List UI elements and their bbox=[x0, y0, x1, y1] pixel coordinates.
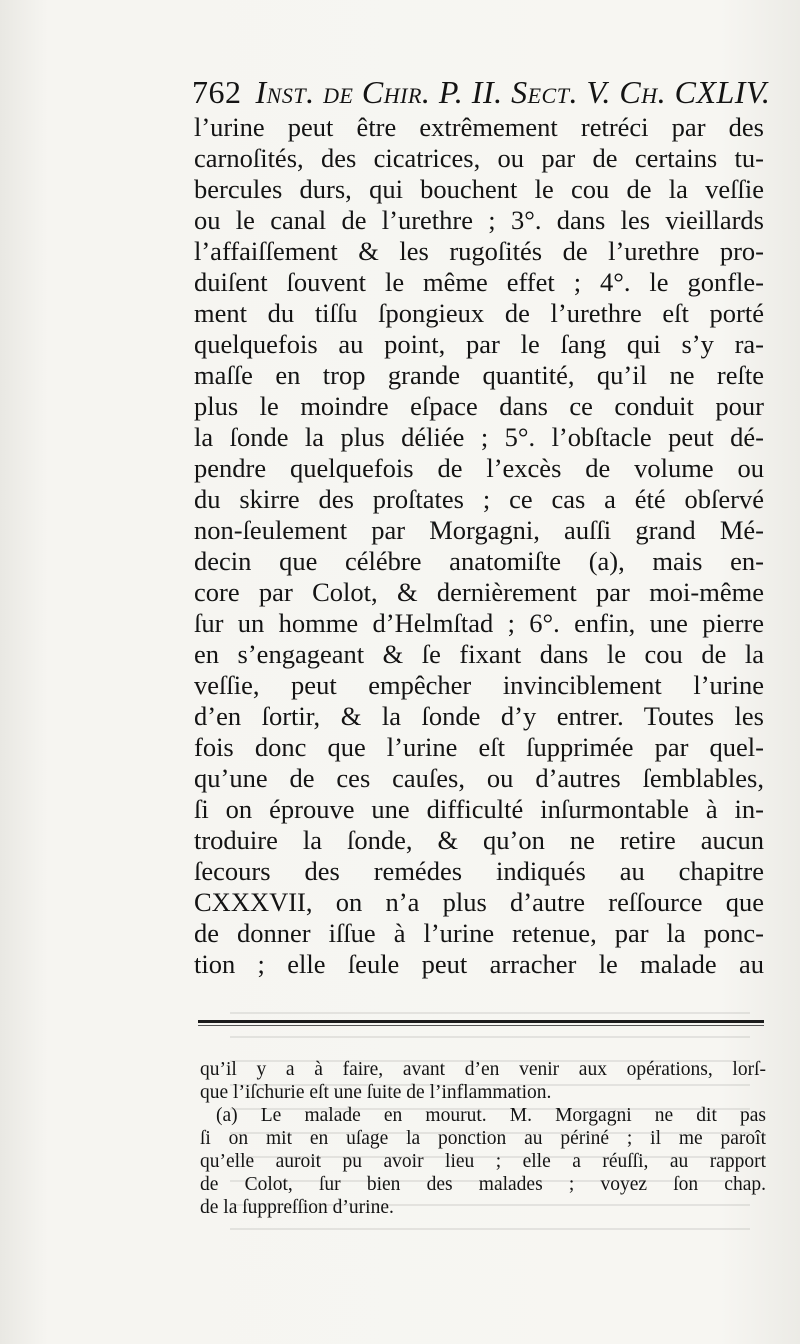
text-line: carnoſités, des cicatrices, ou par de certains tu- bbox=[194, 143, 764, 173]
footnote-line: que l’iſchurie eſt une ſuite de l’inflammation. bbox=[200, 1082, 552, 1103]
footnote-rule-thin bbox=[198, 1025, 764, 1026]
text-line: ou le canal de l’urethre ; 3°. dans les vieillards bbox=[194, 205, 764, 235]
text-line: decin que célébre anatomiſte (a), mais en- bbox=[194, 546, 764, 576]
text-line: tion ; elle ſeule peut arracher le malade au bbox=[194, 949, 764, 979]
text-line: l’urine peut être extrêmement retréci par des bbox=[194, 112, 764, 142]
text-line: ſecours des remédes indiqués au chapitre bbox=[194, 856, 764, 886]
footnote-line: qu’elle auroit pu avoir lieu ; elle a réuſſi, au rapport bbox=[200, 1151, 766, 1172]
footnote-line: de la ſuppreſſion d’urine. bbox=[200, 1197, 394, 1218]
text-line: CXXXVII, on n’a plus d’autre reſſource que bbox=[194, 887, 764, 917]
page-number: 762 bbox=[192, 74, 242, 110]
footnote-line: de Colot, ſur bien des malades ; voyez ſon chap. bbox=[200, 1174, 766, 1195]
footnote-line: qu’il y a à faire, avant d’en venir aux opérations, lorſ- bbox=[200, 1059, 766, 1080]
text-line: troduire la ſonde, & qu’on ne retire aucun bbox=[194, 825, 764, 855]
main-text bbox=[194, 112, 764, 980]
text-line: pendre quelquefois de l’excès de volume ou bbox=[194, 453, 764, 483]
text-line: en s’engageant & ſe fixant dans le cou de la bbox=[194, 639, 764, 669]
text-line: ſur un homme d’Helmſtad ; 6°. enfin, une pierre bbox=[194, 608, 764, 638]
footnote-rule bbox=[198, 1020, 764, 1023]
running-head bbox=[192, 72, 772, 112]
text-line: plus le moindre eſpace dans ce conduit pour bbox=[194, 391, 764, 421]
text-line: qu’une de ces cauſes, ou d’autres ſemblables, bbox=[194, 763, 764, 793]
footnotes bbox=[200, 1058, 766, 1219]
text-line: fois donc que l’urine eſt ſupprimée par quel- bbox=[194, 732, 764, 762]
text-line: de donner iſſue à l’urine retenue, par la ponc- bbox=[194, 918, 764, 948]
text-line: l’affaiſſement & les rugoſités de l’urethre pro- bbox=[194, 236, 764, 266]
text-line: maſſe en trop grande quantité, qu’il ne reſte bbox=[194, 360, 764, 390]
text-line: non-ſeulement par Morgagni, auſſi grand Mé- bbox=[194, 515, 764, 545]
text-line: la ſonde la plus déliée ; 5°. l’obſtacle peut dé- bbox=[194, 422, 764, 452]
footnote-line: (a) Le malade en mourut. M. Morgagni ne dit pas bbox=[216, 1105, 766, 1126]
text-line: veſſie, peut empêcher invinciblement l’urine bbox=[194, 670, 764, 700]
text-line: duiſent ſouvent le même effet ; 4°. le gonfle- bbox=[194, 267, 764, 297]
text-line: ment du tiſſu ſpongieux de l’urethre eſt porté bbox=[194, 298, 764, 328]
text-line: quelquefois au point, par le ſang qui s’y ra- bbox=[194, 329, 764, 359]
footnote-line: ſi on mit en uſage la ponction au périné ; il me paroît bbox=[200, 1128, 766, 1149]
text-line: d’en ſortir, & la ſonde d’y entrer. Toutes les bbox=[194, 701, 764, 731]
text-line: bercules durs, qui bouchent le cou de la veſſie bbox=[194, 174, 764, 204]
text-line: ſi on éprouve une difficulté inſurmontable à in- bbox=[194, 794, 764, 824]
text-line: core par Colot, & dernièrement par moi-même bbox=[194, 577, 764, 607]
text-line: du skirre des proſtates ; ce cas a été obſervé bbox=[194, 484, 764, 514]
running-title: Inst. de Chir. P. II. Sect. V. Ch. CXLIV. bbox=[255, 74, 771, 110]
